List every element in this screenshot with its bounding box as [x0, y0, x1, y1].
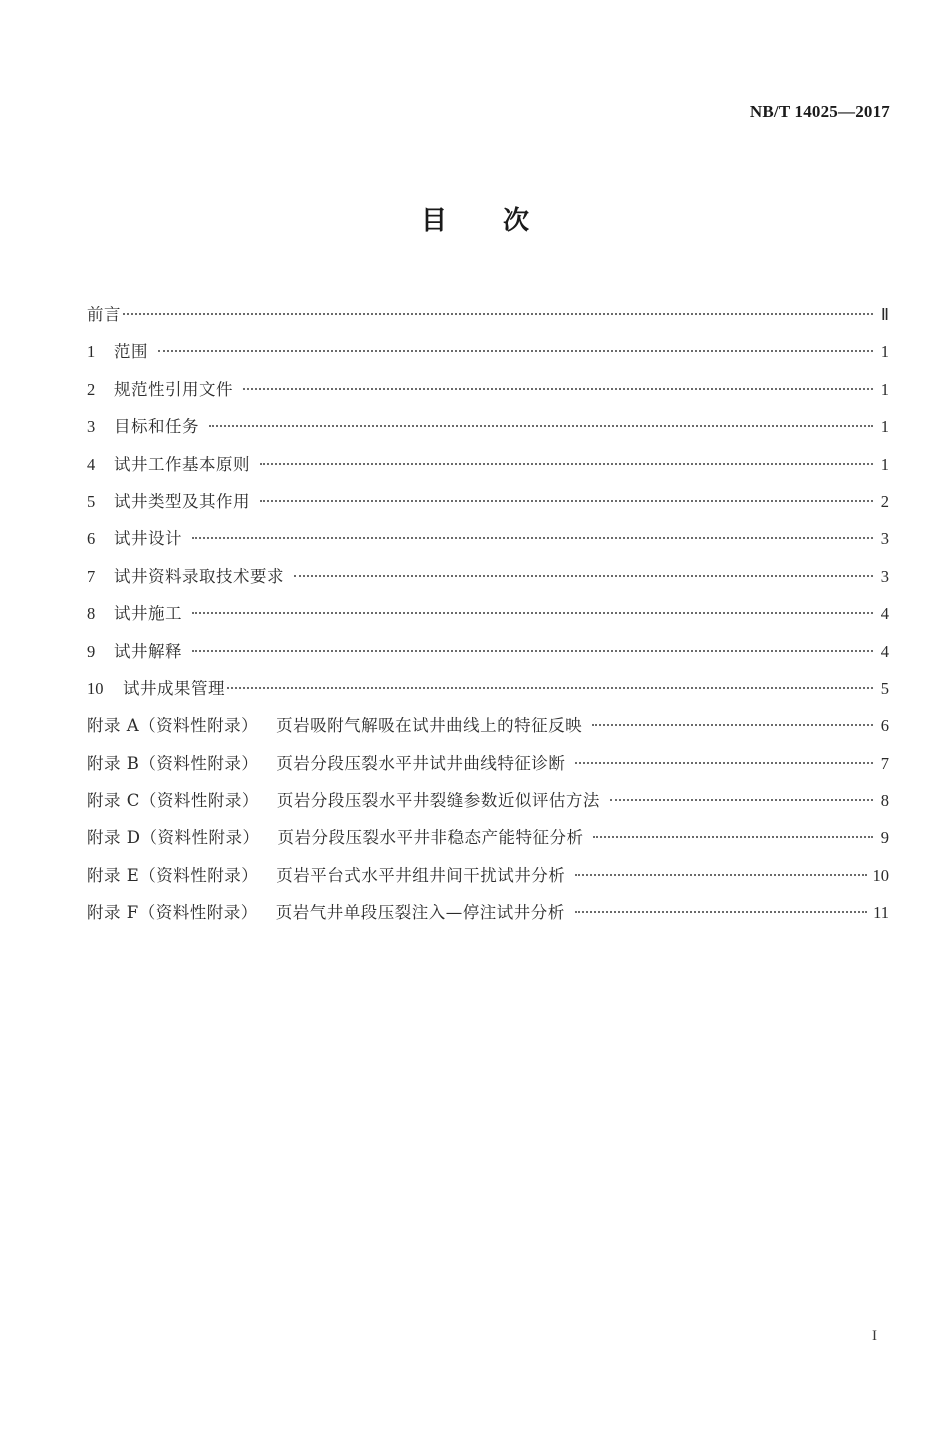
toc-entry-label: 试井成果管理: [123, 678, 225, 698]
toc-annex-c[interactable]: [87, 782, 889, 819]
toc-entry-number: 3: [87, 417, 96, 437]
toc-entry-8[interactable]: [87, 595, 889, 632]
toc-entry-7[interactable]: [87, 558, 889, 595]
toc-entry-page: 1: [880, 417, 889, 437]
toc-entry-page: 2: [880, 491, 889, 511]
toc-entry-number: 2: [87, 379, 96, 399]
toc-entry-label: 试井资料录取技术要求: [114, 566, 284, 586]
toc-leader: [192, 650, 873, 652]
annex-title: 页岩分段压裂水平井非稳态产能特征分析: [277, 828, 584, 848]
toc-annex-b[interactable]: [87, 745, 889, 782]
annex-title: 页岩分段压裂水平井裂缝参数近似评估方法: [276, 791, 600, 811]
toc-leader: [593, 836, 873, 838]
toc-leader: [610, 799, 873, 801]
toc-entry-page: 7: [880, 753, 889, 773]
toc-entry-9[interactable]: [87, 633, 889, 670]
toc-entry-label: 试井工作基本原则: [114, 454, 250, 474]
toc-entry-page: 1: [880, 379, 889, 399]
toc-entry-number: 6: [87, 529, 96, 549]
standard-number: NB/T 14025—2017: [749, 102, 890, 121]
toc-leader: [158, 350, 873, 352]
toc-leader: [592, 724, 873, 726]
toc-entry-2[interactable]: [87, 371, 889, 408]
toc-leader: [294, 575, 873, 577]
toc-entry-page: 5: [880, 678, 889, 698]
toc-annex-d[interactable]: [87, 819, 889, 856]
annex-code: 附录 C（资料性附录）: [87, 791, 259, 811]
toc-entry-page: 1: [880, 342, 889, 362]
toc-leader: [192, 537, 873, 539]
toc-entry-5[interactable]: [87, 483, 889, 520]
toc-entry-label: 试井类型及其作用: [114, 491, 250, 511]
toc-entry-page: 3: [880, 566, 889, 586]
toc-entry-number: 7: [87, 566, 96, 586]
toc-entry-10[interactable]: [87, 670, 889, 707]
toc-annex-a[interactable]: [87, 707, 889, 744]
toc-entry-page: 8: [880, 791, 889, 811]
toc-entry-page: 10: [872, 865, 889, 885]
toc-entry-3[interactable]: [87, 408, 889, 445]
toc-entry-label: 试井设计: [114, 529, 182, 549]
toc-entry-page: 1: [880, 454, 889, 474]
annex-title: 页岩吸附气解吸在试井曲线上的特征反映: [276, 716, 583, 736]
toc-annex-f[interactable]: [87, 894, 889, 931]
toc-leader: [575, 762, 873, 764]
toc-entry-page: 6: [880, 716, 889, 736]
annex-code: 附录 B（资料性附录）: [87, 753, 259, 773]
toc-entry-page: 9: [880, 828, 889, 848]
annex-code: 附录 E（资料性附录）: [87, 865, 259, 885]
annex-code: 附录 F（资料性附录）: [87, 903, 258, 923]
toc-entry-label: 试井施工: [114, 604, 182, 624]
toc-entry-1[interactable]: [87, 333, 889, 370]
toc-entry-label: 范围: [114, 342, 148, 362]
toc-entry-label: 前言: [87, 305, 121, 324]
toc-title-char-1: 目: [420, 206, 447, 236]
toc-entry-page: Ⅱ: [880, 305, 889, 324]
toc-entry-label: 规范性引用文件: [114, 379, 233, 399]
toc-leader: [260, 463, 873, 465]
toc-title-char-2: 次: [503, 206, 530, 236]
toc-entry-label: 试井解释: [114, 641, 182, 661]
toc-entry-page: 4: [880, 604, 889, 624]
toc-entry-number: 4: [87, 454, 96, 474]
toc-entry-6[interactable]: [87, 520, 889, 557]
annex-title: 页岩平台式水平井组井间干扰试井分析: [276, 865, 566, 885]
toc-entry-number: 1: [87, 342, 96, 362]
toc-entry-4[interactable]: [87, 446, 889, 483]
toc-leader: [260, 500, 873, 502]
toc-entry-number: 9: [87, 641, 96, 661]
annex-title: 页岩气井单段压裂注入—停注试井分析: [275, 903, 565, 923]
toc-entry-number: 8: [87, 604, 96, 624]
toc-entry-page: 4: [880, 641, 889, 661]
toc-leader: [123, 313, 873, 315]
page-number: I: [872, 1328, 877, 1344]
toc-title: [0, 200, 950, 237]
toc-leader: [227, 687, 873, 689]
toc-leader: [575, 874, 866, 876]
toc-entry-number: 5: [87, 491, 96, 511]
toc-leader: [575, 911, 867, 913]
toc-leader: [243, 388, 873, 390]
toc-leader: [209, 425, 873, 427]
toc-entry-label: 目标和任务: [114, 417, 199, 437]
toc-entry-page: 11: [873, 903, 889, 923]
annex-title: 页岩分段压裂水平井试井曲线特征诊断: [276, 753, 566, 773]
annex-code: 附录 D（资料性附录）: [87, 828, 260, 848]
table-of-contents: [87, 296, 889, 932]
annex-code: 附录 A（资料性附录）: [87, 716, 259, 736]
toc-entry-page: 3: [880, 529, 889, 549]
toc-entry-foreword[interactable]: [87, 296, 889, 333]
toc-annex-e[interactable]: [87, 857, 889, 894]
toc-entry-number: 10: [87, 678, 104, 698]
toc-leader: [192, 612, 873, 614]
